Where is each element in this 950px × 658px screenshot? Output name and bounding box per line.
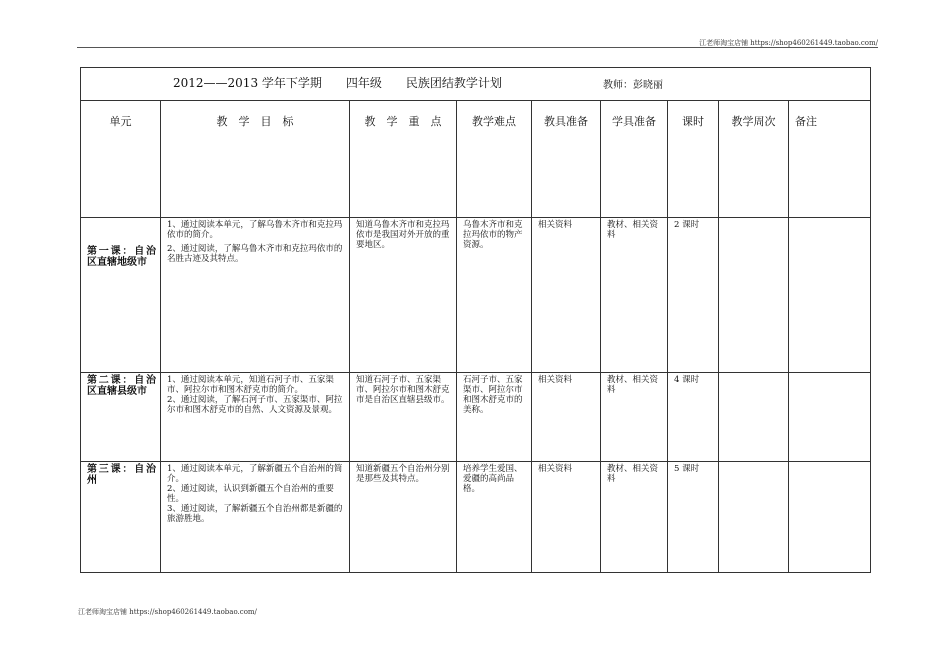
notes-cell [789,373,871,462]
hours-cell: 2 课时 [668,218,719,373]
goals-cell [161,373,350,462]
student-materials-cell: 教材、相关资料 [601,373,668,462]
goal-item: 1、通过阅读本单元，知道石河子市、五家渠市、阿拉尔市和图木舒克市的简介。 [167,375,334,395]
difficulty-cell: 乌鲁木齐市和克拉玛依市的物产资源。 [457,218,532,373]
plan-title: 2012——2013 学年下学期 四年级 民族团结教学计划 [173,76,502,90]
weeks-cell [719,462,789,573]
table-row [81,218,871,373]
difficulty-cell: 石河子市、五家渠市、阿拉尔市和图木舒克市的美称。 [457,373,532,462]
col-header-teaching-aids: 教具准备 [532,101,601,218]
hours-cell: 5 课时 [668,462,719,573]
goal-item: 2、通过阅读，认识到新疆五个自治州的重要性。 [167,484,334,504]
goal-item: 1、通过阅读本单元，了解乌鲁木齐市和克拉玛依市的简介。 [167,220,343,240]
difficulty-cell: 培养学生爱国、爱疆的高尚品格。 [457,462,532,573]
goals-cell [161,218,350,373]
focus-cell: 知道乌鲁木齐市和克拉玛依市是我国对外开放的重要地区。 [350,218,457,373]
teaching-aids-cell: 相关资料 [532,373,601,462]
goal-item: 3、通过阅读，了解新疆五个自治州都是新疆的旅游胜地。 [167,504,343,524]
teaching-plan-table [80,67,871,573]
goal-item: 2、通过阅读，了解石河子市、五家渠市、阿拉尔市和图木舒克市的自然、人文资源及景观。 [167,395,343,415]
header-note: 江老师淘宝店铺 https://shop460261449.taobao.com/ [699,39,878,47]
hours-cell: 4 课时 [668,373,719,462]
col-header-focus: 教 学 重 点 [350,101,457,218]
weeks-cell [719,218,789,373]
student-materials-cell: 教材、相关资料 [601,462,668,573]
col-header-weeks: 教学周次 [719,101,789,218]
title-row [81,68,871,101]
col-header-hours: 课时 [668,101,719,218]
table-row [81,462,871,573]
goal-item: 2、通过阅读，了解乌鲁木齐市和克拉玛依市的名胜古迹及其特点。 [167,244,343,264]
col-header-difficulty: 教学难点 [457,101,532,218]
table-row [81,373,871,462]
col-header-goals: 教 学 目 标 [161,101,350,218]
weeks-cell [719,373,789,462]
col-header-unit: 单元 [81,101,161,218]
footer-note: 江老师淘宝店铺 https://shop460261449.taobao.com/ [78,608,257,616]
unit-cell: 第三课：自治州 [81,462,161,573]
unit-cell: 第二课：自治区直辖县级市 [81,373,161,462]
header-rule [77,47,878,48]
teacher-name: 教师：彭晓丽 [603,80,663,91]
goals-cell [161,462,350,573]
column-header-row [81,101,871,218]
notes-cell [789,218,871,373]
focus-cell: 知道新疆五个自治州分别是那些及其特点。 [350,462,457,573]
goal-item: 1、通过阅读本单元，了解新疆五个自治州的简介。 [167,464,343,484]
notes-cell [789,462,871,573]
student-materials-cell: 教材、相关资料 [601,218,668,373]
teaching-aids-cell: 相关资料 [532,218,601,373]
focus-cell: 知道石河子市、五家渠市、阿拉尔市和图木舒克市是自治区直辖县级市。 [350,373,457,462]
col-header-student-materials: 学具准备 [601,101,668,218]
col-header-notes: 备注 [789,101,871,218]
unit-cell: 第一课：自治区直辖地级市 [81,218,161,373]
teaching-aids-cell: 相关资料 [532,462,601,573]
